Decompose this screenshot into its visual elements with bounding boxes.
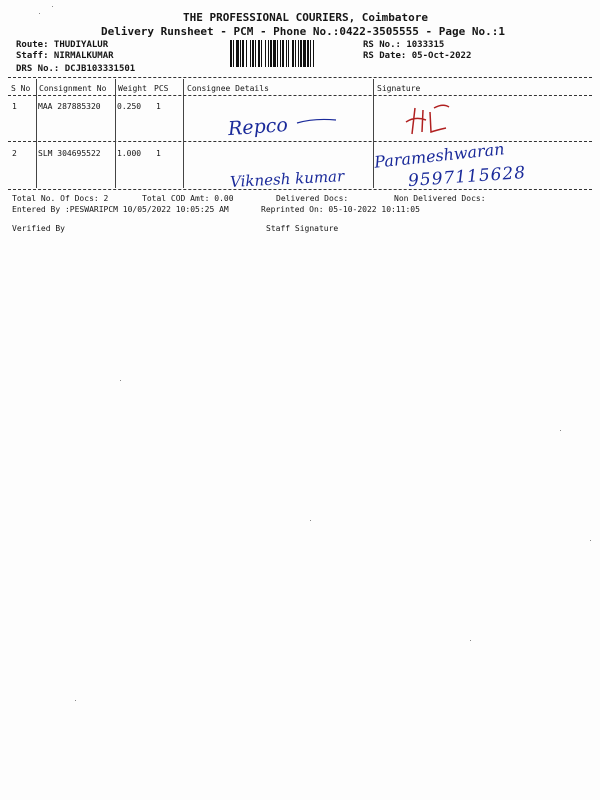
delivered-docs: Delivered Docs: bbox=[276, 194, 349, 203]
scan-speck bbox=[310, 520, 311, 521]
scan-speck bbox=[470, 640, 471, 641]
rs-date: RS Date: 05-Oct-2022 bbox=[363, 51, 472, 61]
col-header-pcs: PCS bbox=[154, 84, 169, 93]
col-header-signature: Signature bbox=[377, 84, 421, 93]
scan-speck bbox=[560, 430, 561, 431]
col-header-consignee: Consignee Details bbox=[187, 84, 269, 93]
table-header-rule bbox=[8, 95, 592, 96]
row1-consignee-handwriting: Repco bbox=[227, 113, 289, 141]
reprinted-on: Reprinted On: 05-10-2022 10:11:05 bbox=[261, 205, 420, 214]
column-divider bbox=[183, 79, 184, 188]
column-divider bbox=[36, 79, 37, 188]
rs-number: RS No.: 1033315 bbox=[363, 40, 445, 50]
table-top-rule bbox=[8, 77, 592, 78]
row2-signature-handwriting: Parameshwaran bbox=[373, 139, 506, 172]
row2-phone-handwriting: 9597115628 bbox=[407, 162, 527, 192]
verified-by: Verified By bbox=[12, 224, 65, 233]
col-header-consignment: Consignment No bbox=[39, 84, 107, 93]
entered-by: Entered By :PESWARIPCM 10/05/2022 10:05:25 AM bbox=[12, 205, 229, 214]
staff-signature: Staff Signature bbox=[266, 224, 339, 233]
row2-consignee-handwriting: Viknesh kumar bbox=[229, 167, 345, 191]
row1-sno: 1 bbox=[12, 102, 17, 111]
non-delivered-docs: Non Delivered Docs: bbox=[394, 194, 486, 203]
drs-number: DRS No.: DCJB103331501 bbox=[16, 64, 136, 74]
row1-pcs: 1 bbox=[156, 102, 161, 111]
route-label: Route: THUDIYALUR bbox=[16, 40, 109, 50]
column-divider bbox=[115, 79, 116, 188]
barcode bbox=[230, 40, 358, 67]
scan-speck bbox=[590, 540, 591, 541]
col-header-weight: Weight bbox=[118, 84, 147, 93]
total-docs: Total No. Of Docs: 2 bbox=[12, 194, 109, 203]
runsheet-subtitle: Delivery Runsheet - PCM - Phone No.:0422-3505555 - Page No.:1 bbox=[101, 25, 505, 38]
company-title: THE PROFESSIONAL COURIERS, Coimbatore bbox=[183, 11, 429, 24]
row1-consignment: MAA 287885320 bbox=[38, 102, 101, 111]
pen-stroke bbox=[296, 114, 338, 126]
row2-sno: 2 bbox=[12, 149, 17, 158]
row-separator bbox=[8, 141, 592, 142]
scan-speck bbox=[120, 380, 121, 381]
table-bottom-rule bbox=[8, 189, 592, 190]
row2-consignment: SLM 304695522 bbox=[38, 149, 101, 158]
row2-pcs: 1 bbox=[156, 149, 161, 158]
row1-weight: 0.250 bbox=[117, 102, 142, 111]
scan-speck bbox=[75, 700, 76, 701]
total-cod: Total COD Amt: 0.00 bbox=[142, 194, 234, 203]
scan-speck bbox=[52, 6, 53, 7]
staff-label: Staff: NIRMALKUMAR bbox=[16, 51, 114, 61]
column-divider bbox=[373, 79, 374, 188]
col-header-sno: S No bbox=[11, 84, 31, 93]
row2-weight: 1.000 bbox=[117, 149, 142, 158]
scan-speck bbox=[39, 13, 40, 14]
